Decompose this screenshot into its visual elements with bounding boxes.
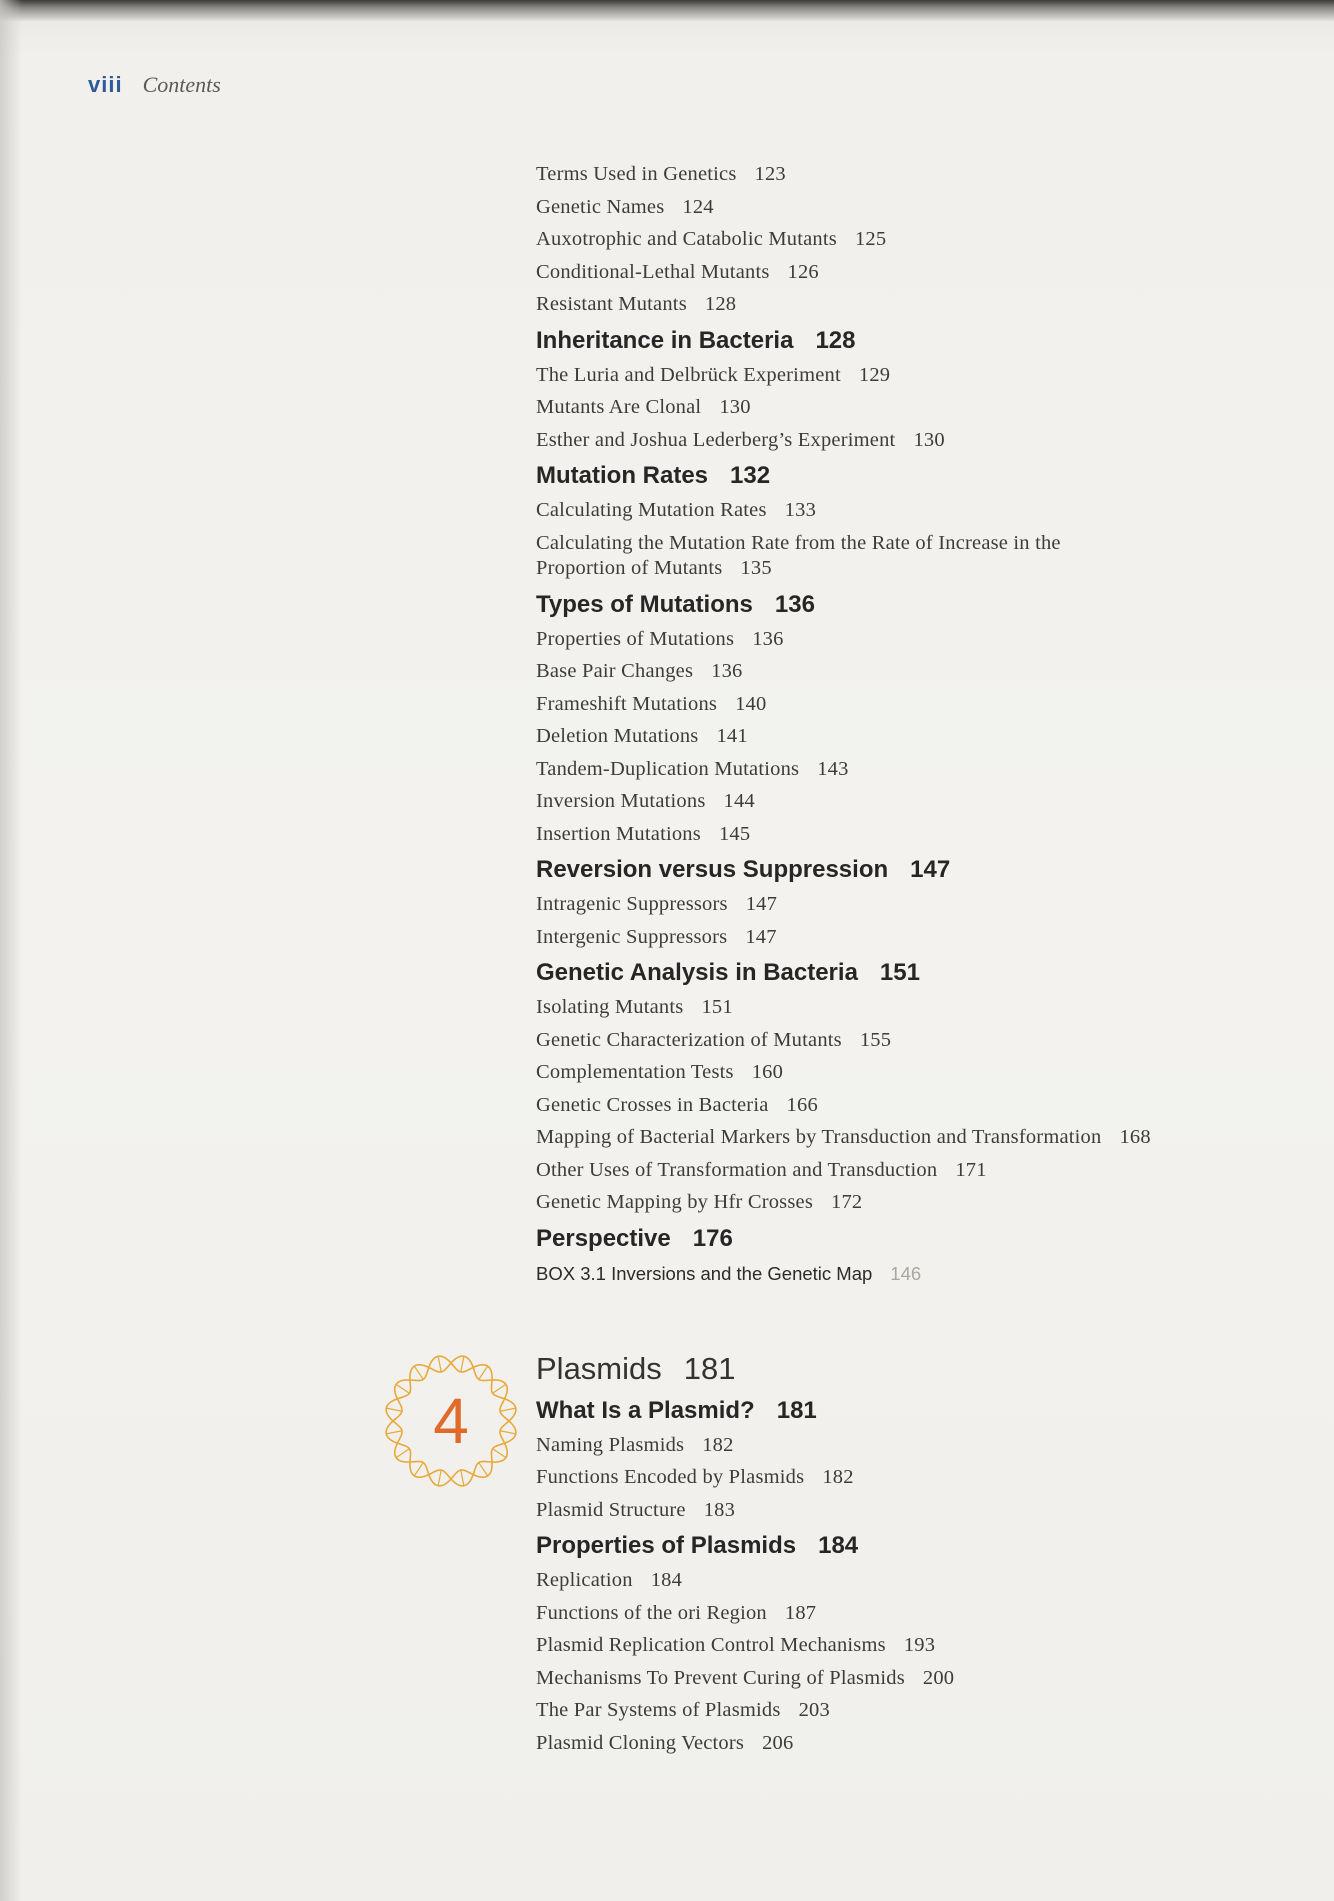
toc-entry	[536, 1024, 1326, 1057]
toc-section-heading	[536, 1528, 1326, 1564]
toc-entry-page: 140	[735, 692, 767, 715]
page-number: viii	[88, 72, 123, 97]
toc-entry	[536, 991, 1326, 1024]
toc-entry	[536, 1727, 1326, 1760]
toc-entry	[536, 527, 1116, 585]
toc-entry-page: 203	[798, 1699, 830, 1721]
toc-entry-title: Mutants Are Clonal	[536, 396, 702, 418]
toc-entry	[536, 223, 1326, 256]
toc-entry-title: The Luria and Delbrück Experiment	[536, 363, 841, 386]
toc-entry	[536, 1186, 1326, 1219]
toc-section-heading	[536, 1221, 1326, 1257]
chapter-spacer	[536, 1291, 1326, 1347]
toc-entry-title: Functions Encoded by Plasmids	[536, 1466, 805, 1488]
toc-entry-title: Esther and Joshua Lederberg’s Experiment	[536, 428, 896, 451]
toc-entry	[536, 921, 1326, 954]
toc-entry-page: 147	[745, 925, 777, 948]
toc-entry-title: Insertion Mutations	[536, 822, 701, 845]
toc-section-heading-page: 147	[910, 856, 951, 883]
toc-section-heading-page: 184	[818, 1532, 859, 1559]
toc-entry	[536, 1494, 1326, 1527]
toc-entry-title: Genetic Characterization of Mutants	[536, 1028, 842, 1051]
toc-entry-page: 136	[711, 660, 743, 682]
toc-entry-page: 133	[784, 499, 817, 521]
toc-entry-page: 124	[682, 195, 714, 218]
toc-entry	[536, 888, 1326, 921]
chapter-badge	[378, 1348, 524, 1494]
toc-entry-title: Mechanisms To Prevent Curing of Plasmids	[536, 1666, 905, 1689]
running-title: Contents	[142, 72, 221, 97]
toc-section-heading	[536, 1393, 1326, 1429]
toc-entry-page: 200	[922, 1666, 955, 1689]
toc-entry-page: 187	[784, 1601, 817, 1624]
toc-entry-title: Tandem-Duplication Mutations	[536, 757, 800, 780]
toc-entry-title: Properties of Mutations	[536, 627, 735, 650]
toc-section-heading	[536, 955, 1326, 991]
toc-section-heading-title: Genetic Analysis in Bacteria	[536, 959, 858, 986]
toc-section-heading-title: Reversion versus Suppression	[536, 856, 889, 883]
toc-entry-page: 171	[955, 1158, 987, 1181]
chapter-title	[536, 1347, 1326, 1391]
toc-entry-page: 160	[751, 1061, 784, 1083]
toc-section-heading	[536, 587, 1326, 623]
toc-entry-page: 143	[817, 757, 849, 780]
page-left-shadow	[0, 0, 22, 1901]
toc-entry	[536, 1429, 1326, 1462]
toc-entry-page: 126	[787, 260, 819, 283]
toc-chapter-4-list	[536, 1393, 1326, 1760]
toc-section-heading	[536, 852, 1326, 888]
toc-section-heading-title: Mutation Rates	[536, 462, 709, 489]
chapter-title-page: 181	[683, 1350, 736, 1386]
toc-entry	[536, 359, 1326, 392]
toc-entry	[536, 785, 1326, 818]
toc-entry	[536, 623, 1326, 656]
toc-section-heading	[536, 323, 1326, 359]
toc-entry-page: 206	[762, 1731, 794, 1754]
toc-entry	[536, 1662, 1326, 1695]
toc-entry-title: Plasmid Structure	[536, 1498, 686, 1521]
toc-entry	[536, 720, 1326, 753]
toc-entry-title: Base Pair Changes	[536, 660, 694, 682]
toc-entry-title: Genetic Mapping by Hfr Crosses	[536, 1191, 814, 1213]
toc-entry-page: 147	[745, 893, 778, 915]
toc-entry-title: Resistant Mutants	[536, 293, 687, 315]
toc-entry	[536, 1694, 1326, 1727]
toc-entry-page: 166	[786, 1093, 818, 1116]
toc-entry-title: Naming Plasmids	[536, 1433, 685, 1456]
toc-section-heading-title: What Is a Plasmid?	[536, 1396, 755, 1424]
toc-section-heading-title: Properties of Plasmids	[536, 1532, 797, 1559]
toc-entry	[536, 1089, 1326, 1122]
toc-entry	[536, 158, 1326, 191]
toc-entry-title: The Par Systems of Plasmids	[536, 1699, 781, 1721]
toc-entry-page: 125	[854, 228, 887, 250]
toc-section-heading-page: 128	[815, 326, 856, 354]
toc-entry-title: Plasmid Replication Control Mechanisms	[536, 1634, 886, 1656]
toc-section-heading-page: 151	[879, 959, 920, 986]
toc-entry-title: Inversion Mutations	[536, 790, 706, 812]
toc-box-entry-title: BOX 3.1 Inversions and the Genetic Map	[536, 1262, 873, 1284]
toc-entry-page: 130	[719, 396, 751, 418]
toc-chapter-3-list	[536, 158, 1326, 1291]
toc-section-heading-page: 181	[776, 1396, 817, 1424]
toc-entry	[536, 256, 1326, 289]
toc-entry-title: Intergenic Suppressors	[536, 925, 728, 948]
chapter-number: 4	[433, 1385, 469, 1457]
toc-entry-page: 123	[754, 163, 786, 185]
page-top-shadow	[0, 0, 1334, 22]
toc-entry	[536, 655, 1326, 688]
table-of-contents	[536, 158, 1326, 1759]
toc-section-heading-title: Perspective	[536, 1224, 671, 1252]
toc-entry-title: Complementation Tests	[536, 1061, 734, 1083]
toc-entry-page: 182	[822, 1466, 854, 1488]
toc-entry-title: Genetic Names	[536, 195, 665, 218]
toc-entry-page: 172	[831, 1191, 863, 1213]
toc-entry-title: Isolating Mutants	[536, 996, 684, 1018]
toc-entry-page: 145	[718, 822, 751, 845]
toc-box-entry	[536, 1257, 1326, 1291]
toc-section-heading	[536, 458, 1326, 494]
toc-entry-page: 155	[859, 1028, 892, 1051]
chapter-title-text: Plasmids	[536, 1350, 662, 1386]
toc-entry-title: Terms Used in Genetics	[536, 163, 737, 185]
toc-entry	[536, 424, 1326, 457]
toc-entry	[536, 1564, 1326, 1597]
toc-section-heading-page: 132	[730, 462, 771, 489]
toc-entry-title: Calculating the Mutation Rate from the Rate of Increase in the Proportion of Mutants	[536, 531, 1061, 579]
toc-box-entry-page: 146	[890, 1262, 922, 1284]
toc-entry	[536, 288, 1326, 321]
toc-entry-title: Conditional-Lethal Mutants	[536, 260, 770, 283]
running-head	[88, 72, 221, 98]
toc-entry	[536, 1597, 1326, 1630]
toc-section-heading-page: 136	[774, 590, 815, 618]
toc-entry-title: Auxotrophic and Catabolic Mutants	[536, 228, 837, 250]
toc-entry-page: 151	[701, 996, 733, 1018]
toc-entry	[536, 494, 1326, 527]
toc-entry-page: 129	[858, 363, 891, 386]
toc-entry-page: 183	[703, 1498, 736, 1521]
toc-entry	[536, 688, 1326, 721]
toc-entry-title: Functions of the ori Region	[536, 1601, 767, 1624]
toc-entry	[536, 191, 1326, 224]
toc-entry	[536, 818, 1326, 851]
toc-entry-title: Other Uses of Transformation and Transduction	[536, 1158, 938, 1181]
toc-entry	[536, 1154, 1326, 1187]
toc-entry-page: 193	[903, 1634, 936, 1656]
toc-entry	[536, 1629, 1326, 1662]
toc-entry-page: 135	[740, 556, 772, 579]
toc-entry	[536, 391, 1326, 424]
toc-section-heading-title: Inheritance in Bacteria	[536, 326, 794, 354]
toc-section-heading-title: Types of Mutations	[536, 590, 753, 618]
toc-entry-title: Frameshift Mutations	[536, 692, 718, 715]
toc-entry-title: Plasmid Cloning Vectors	[536, 1731, 745, 1754]
toc-entry-title: Genetic Crosses in Bacteria	[536, 1093, 769, 1116]
toc-entry	[536, 1121, 1326, 1154]
toc-entry-page: 141	[716, 725, 748, 747]
toc-entry-page: 184	[650, 1569, 683, 1591]
toc-entry-page: 182	[702, 1433, 734, 1456]
toc-entry	[536, 1056, 1326, 1089]
toc-entry-title: Deletion Mutations	[536, 725, 699, 747]
toc-entry	[536, 753, 1326, 786]
toc-entry-title: Mapping of Bacterial Markers by Transduction and Transformation	[536, 1126, 1102, 1148]
toc-entry-page: 168	[1119, 1126, 1151, 1148]
toc-entry-title: Replication	[536, 1569, 633, 1591]
toc-entry-page: 128	[704, 293, 737, 315]
toc-entry-page: 130	[913, 428, 945, 451]
toc-entry-page: 136	[752, 627, 784, 650]
toc-entry-title: Intragenic Suppressors	[536, 893, 728, 915]
toc-entry-title: Calculating Mutation Rates	[536, 499, 767, 521]
toc-section-heading-page: 176	[692, 1224, 733, 1252]
toc-entry	[536, 1461, 1326, 1494]
toc-entry-page: 144	[723, 790, 755, 812]
